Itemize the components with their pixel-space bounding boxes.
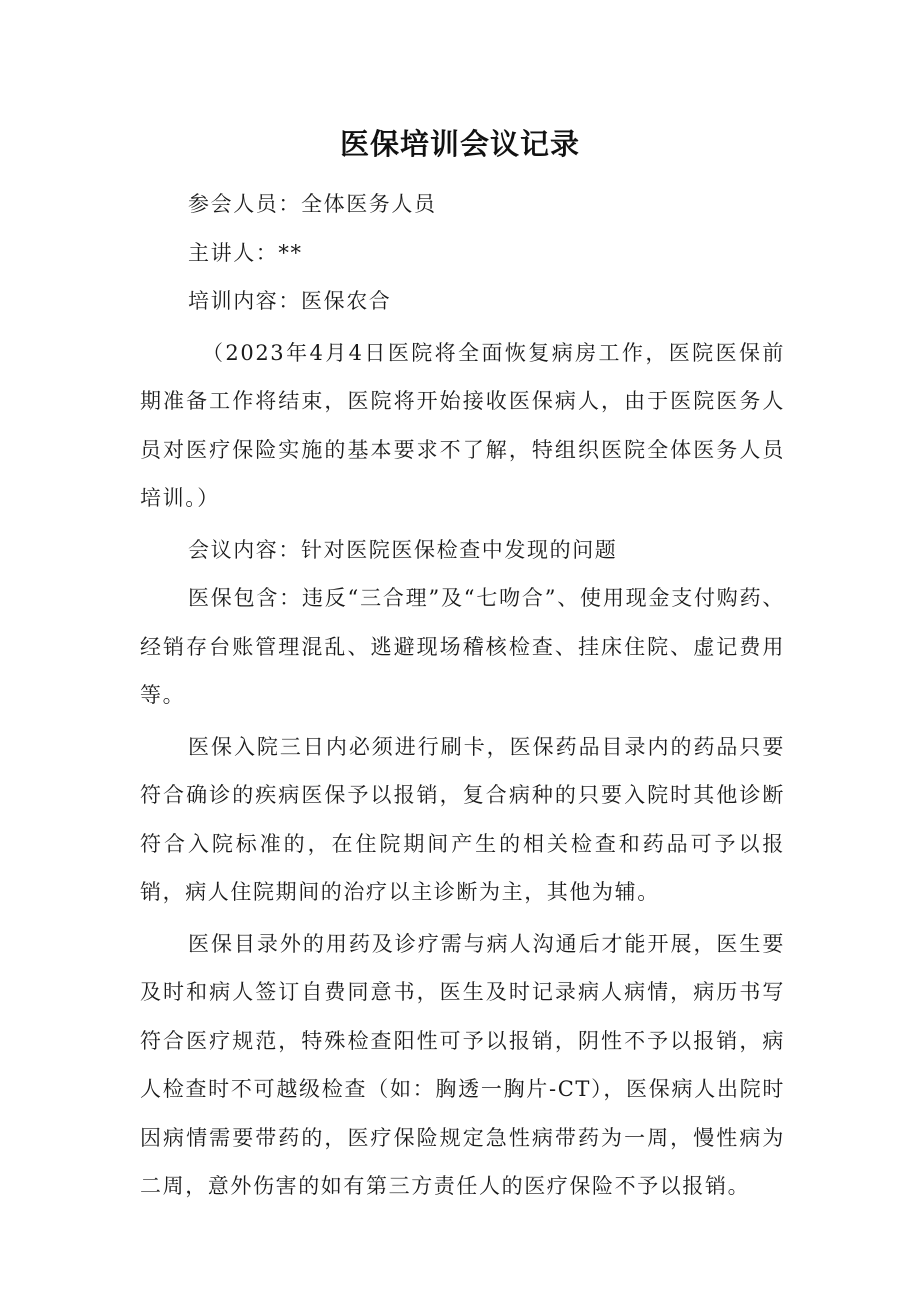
background-paragraph: （2023年4月4日医院将全面恢复病房工作，医院医保前期准备工作将结束，医院将开始接收医保病人，由于医院医务人员对医疗保险实施的基本要求不了解，特组织医院全体医务人员培训。）	[140, 340, 785, 510]
document-body	[140, 180, 785, 1211]
violations-paragraph: 医保包含：违反“三合理”及“七吻合”、使用现金支付购药、经销存台账管理混乱、逃避现场稽核检查、挂床住院、虚记费用等。	[140, 586, 785, 707]
document-title: 医保培训会议记录	[339, 127, 580, 161]
speaker-line: 主讲人：**	[188, 240, 303, 265]
outside-catalog-paragraph: 医保目录外的用药及诊疗需与病人沟通后才能开展，医生要及时和病人签订自费同意书，医生及时记录病人病情，病历书写符合医疗规范，特殊检查阳性可予以报销，阴性不予以报销，病人检查时不可越级检查（如：胸透一胸片-CT），医保病人出院时因病情需要带药的，医疗保险规定急性病带药为一周，慢性病为二周，意外伤害的如有第三方责任人的医疗保险不予以报销。	[140, 931, 785, 1198]
training-content-line: 培训内容：医保农合	[188, 289, 392, 313]
meeting-content-line: 会议内容：针对医院医保检查中发现的问题	[188, 537, 618, 562]
admission-paragraph: 医保入院三日内必须进行刷卡，医保药品目录内的药品只要符合确诊的疾病医保予以报销，复合病种的只要入院时其他诊断符合入院标准的，在住院期间产生的相关检查和药品可予以报销，病人住院期间的治疗以主诊断为主，其他为辅。	[140, 734, 785, 904]
attendees-line: 参会人员：全体医务人员	[188, 192, 437, 216]
